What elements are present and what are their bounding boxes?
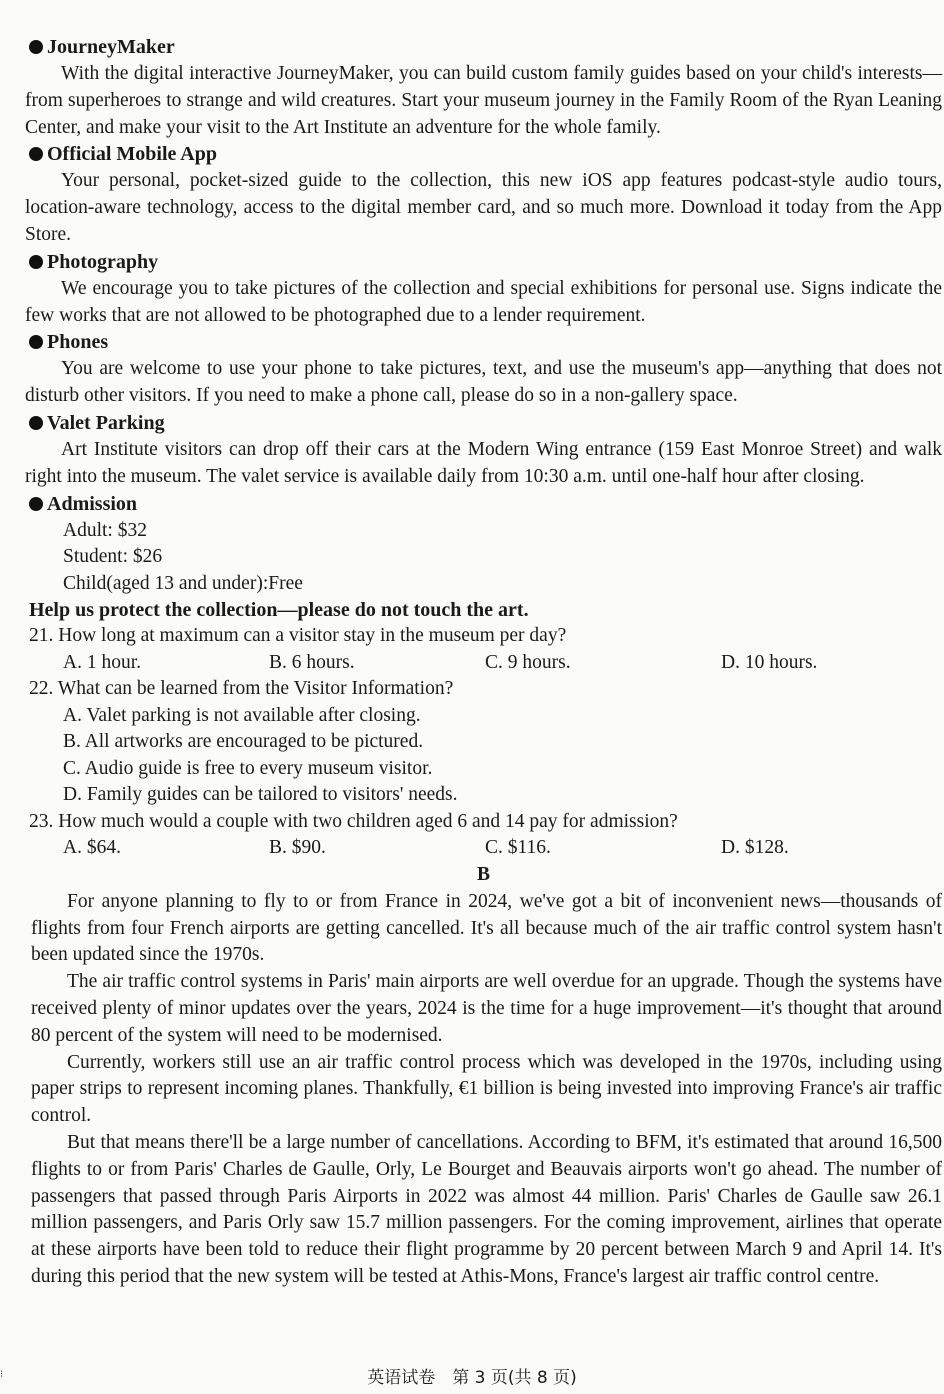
question-21 [25,623,942,676]
bullet-icon [29,255,43,269]
section-text: Art Institute visitors can drop off their cars at the Modern Wing entrance (159 East Monroe Street) and walk right into the museum. The valet service is available daily from 10:30 a.m. until one-half hour after closing. [25,438,942,487]
admission-student: Student: $26 [63,546,163,568]
page-footer: 英语试卷 第 3 页(共 8 页) [367,1368,577,1388]
option-d: D. 10 hours. [721,651,818,673]
bullet-icon [29,147,43,161]
bullet-icon [29,335,43,349]
info-section-photography [25,249,942,330]
section-b-heading: B [476,863,490,885]
option-a: A. Valet parking is not available after closing. [63,704,421,726]
info-section-mobile-app [25,141,942,248]
question-text: 21. How long at maximum can a visitor stay in the museum per day? [29,625,567,647]
info-section-valet-parking [25,410,942,491]
question-23 [25,809,942,862]
question-text: 23. How much would a couple with two children aged 6 and 14 pay for admission? [29,810,678,832]
option-b: B. All artworks are encouraged to be pictured. [63,731,424,753]
option-b: B. $90. [269,837,326,859]
question-22 [25,676,942,809]
section-text: You are welcome to use your phone to take pictures, text, and use the museum's app—anything that does not disturb other visitors. If you need to make a phone call, please do so in a non-gallery space. [25,358,942,407]
section-title: Valet Parking [47,411,165,434]
notice: Help us protect the collection—please do not touch the art. [29,599,529,622]
section-text: With the digital interactive JourneyMaker, you can build custom family guides based on your child's interests—from superheroes to strange and wild creatures. Start your museum journey in the Family Room of the Ryan Leaning Center, and make your visit to the Art Institute an adventure for the whole family. [25,63,942,138]
passage-paragraph: But that means there'll be a large number of cancellations. According to BFM, it's estimated that around 16,500 flights to or from Paris' Charles de Gaulle, Orly, Le Bourget and Beauvais airports won't go ahead. The number of passengers that passed through Paris Airports in 2022 was almost 44 million. Paris' Charles de Gaulle saw 26.1 million passengers, and Paris Orly saw 15.7 million passengers. For the coming improvement, airlines that operate at these airports have been told to reduce their flight programme by 20 percent between March 9 and April 14. It's during this period that the new system will be tested at Athis-Mons, France's largest air traffic control centre. [31,1132,942,1287]
option-c: C. Audio guide is free to every museum visitor. [63,757,433,779]
section-title: JourneyMaker [47,36,175,58]
section-title: Phones [47,331,109,354]
option-d: D. Family guides can be tailored to visitors' needs. [63,784,458,806]
section-title: Admission [47,492,138,515]
bullet-icon [29,497,43,511]
passage-paragraph: The air traffic control systems in Paris' main airports are well overdue for an upgrade. Though the systems have received plenty of minor updates over the years, 2024 is the time for a huge improvement—it's thought that around 80 percent of the system will need to be modernised. [31,971,942,1046]
option-c: C. $116. [485,837,551,859]
option-b: B. 6 hours. [269,651,355,673]
option-a: A. $64. [63,837,121,859]
bullet-icon [29,416,43,430]
scan-mark: ⁝ [0,1369,4,1380]
section-title: Official Mobile App [47,143,217,166]
section-title: Photography [47,250,159,273]
passage-paragraph: For anyone planning to fly to or from France in 2024, we've got a bit of inconvenient news—thousands of flights from four French airports are getting cancelled. It's all because much of the air traffic control system hasn't been updated since the 1970s. [31,890,942,966]
question-text: 22. What can be learned from the Visitor Information? [29,678,454,700]
option-c: C. 9 hours. [485,651,571,673]
admission-adult: Adult: $32 [63,519,147,541]
admission-child: Child(aged 13 and under):Free [63,572,303,594]
option-d: D. $128. [721,837,789,859]
info-section-journeymaker [25,34,942,141]
option-a: A. 1 hour. [63,651,141,673]
passage-b [25,889,942,1291]
section-text: Your personal, pocket-sized guide to the collection, this new iOS app features podcast-style audio tours, location-aware technology, access to the digital member card, and so much more. Download it today from the App Store. [25,170,942,245]
passage-paragraph: Currently, workers still use an air traffic control process which was developed in the 1970s, including using paper strips to represent incoming planes. Thankfully, €1 billion is being invested into improving France's air traffic control. [31,1051,942,1127]
info-section-phones [25,329,942,410]
section-text: We encourage you to take pictures of the collection and special exhibitions for personal use. Signs indicate the few works that are not allowed to be photographed due to a lender requirement. [25,277,942,326]
info-section-admission [25,491,942,598]
bullet-icon [29,40,43,54]
exam-page [25,34,942,1291]
